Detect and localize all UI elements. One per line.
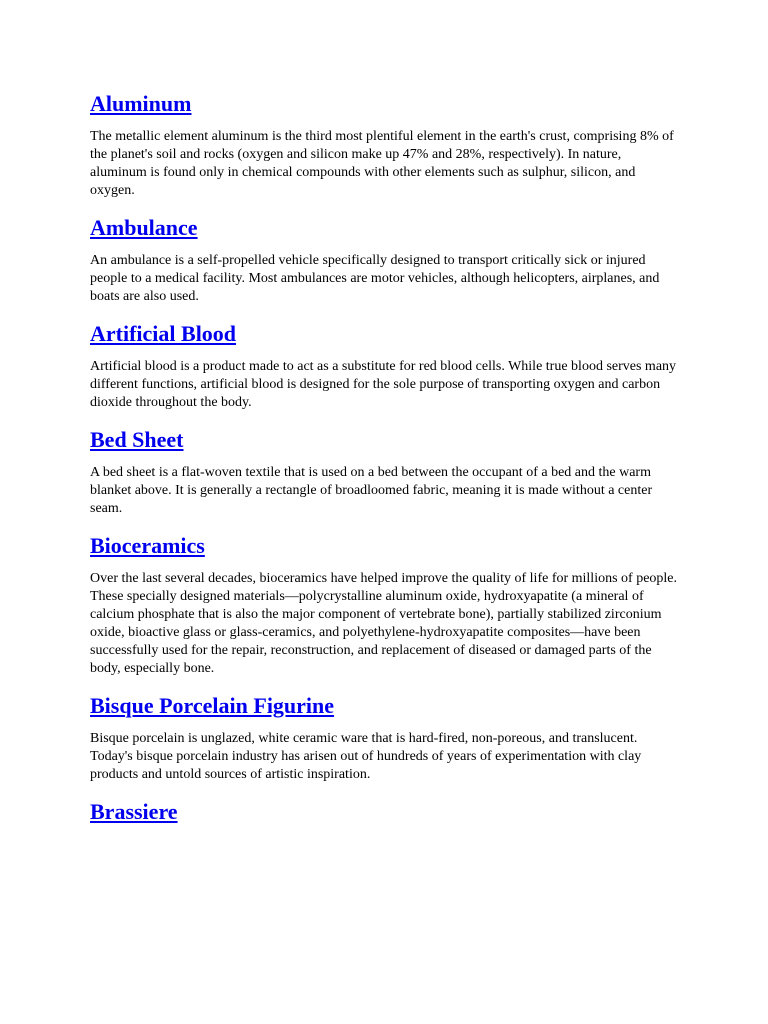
entry-artificial-blood: [90, 320, 678, 412]
entry-title: [90, 320, 678, 348]
entry-description: An ambulance is a self-propelled vehicle specifically designed to transport critically sick or injured people to a medical facility. Most ambulances are motor vehicles, although helicopters, airplanes, and boats are also used.: [90, 253, 660, 304]
entry-ambulance: [90, 214, 678, 306]
entry-description: Over the last several decades, bioceramics have helped improve the quality of life for millions of people. These specially designed materials—polycrystalline aluminum oxide, hydroxyapatite (a mineral of calcium phosphate that is also the major component of vertebrate bone), partially stabilized zirconium oxide, bioactive glass or glass-ceramics, and polyethylene-hydroxyapatite composites—have been successfully used for the repair, reconstruction, and replacement of diseased or damaged parts of the body, especially bone.: [90, 571, 678, 676]
entry-title: [90, 692, 678, 720]
entry-title-link-bioceramics[interactable]: Bioceramics: [90, 533, 205, 558]
entry-title-link-bisque-porcelain-figurine[interactable]: Bisque Porcelain Figurine: [90, 693, 335, 718]
entry-bisque-porcelain-figurine: [90, 692, 678, 784]
entry-title-link-bed-sheet[interactable]: Bed Sheet: [90, 427, 184, 452]
entry-brassiere: [90, 798, 678, 826]
entry-title: [90, 426, 678, 454]
entry-title-link-aluminum[interactable]: Aluminum: [90, 91, 192, 116]
entry-title-link-artificial-blood[interactable]: Artificial Blood: [90, 321, 237, 346]
entry-description: The metallic element aluminum is the third most plentiful element in the earth's crust, comprising 8% of the planet's soil and rocks (oxygen and silicon make up 47% and 28%, respectively). In nature, aluminum is found only in chemical compounds with other elements such as sulphur, silicon, and oxygen.: [90, 129, 674, 198]
entry-bed-sheet: [90, 426, 678, 518]
entry-bioceramics: [90, 532, 678, 678]
entry-description: A bed sheet is a flat-woven textile that is used on a bed between the occupant of a bed and the warm blanket above. It is generally a rectangle of broadloomed fabric, meaning it is made without a center seam.: [90, 465, 653, 516]
entry-description: Artificial blood is a product made to act as a substitute for red blood cells. While true blood serves many different functions, artificial blood is designed for the sole purpose of transporting oxygen and carbon dioxide throughout the body.: [90, 359, 677, 410]
entry-title: [90, 90, 678, 118]
entry-title-link-ambulance[interactable]: Ambulance: [90, 215, 198, 240]
entry-title: [90, 214, 678, 242]
entry-aluminum: [90, 90, 678, 200]
entry-title: [90, 798, 678, 826]
entry-title-link-brassiere[interactable]: Brassiere: [90, 799, 178, 824]
entry-description: Bisque porcelain is unglazed, white ceramic ware that is hard-fired, non-poreous, and translucent. Today's bisque porcelain industry has arisen out of hundreds of years of experimentation with clay products and untold sources of artistic inspiration.: [90, 731, 642, 782]
entry-title: [90, 532, 678, 560]
